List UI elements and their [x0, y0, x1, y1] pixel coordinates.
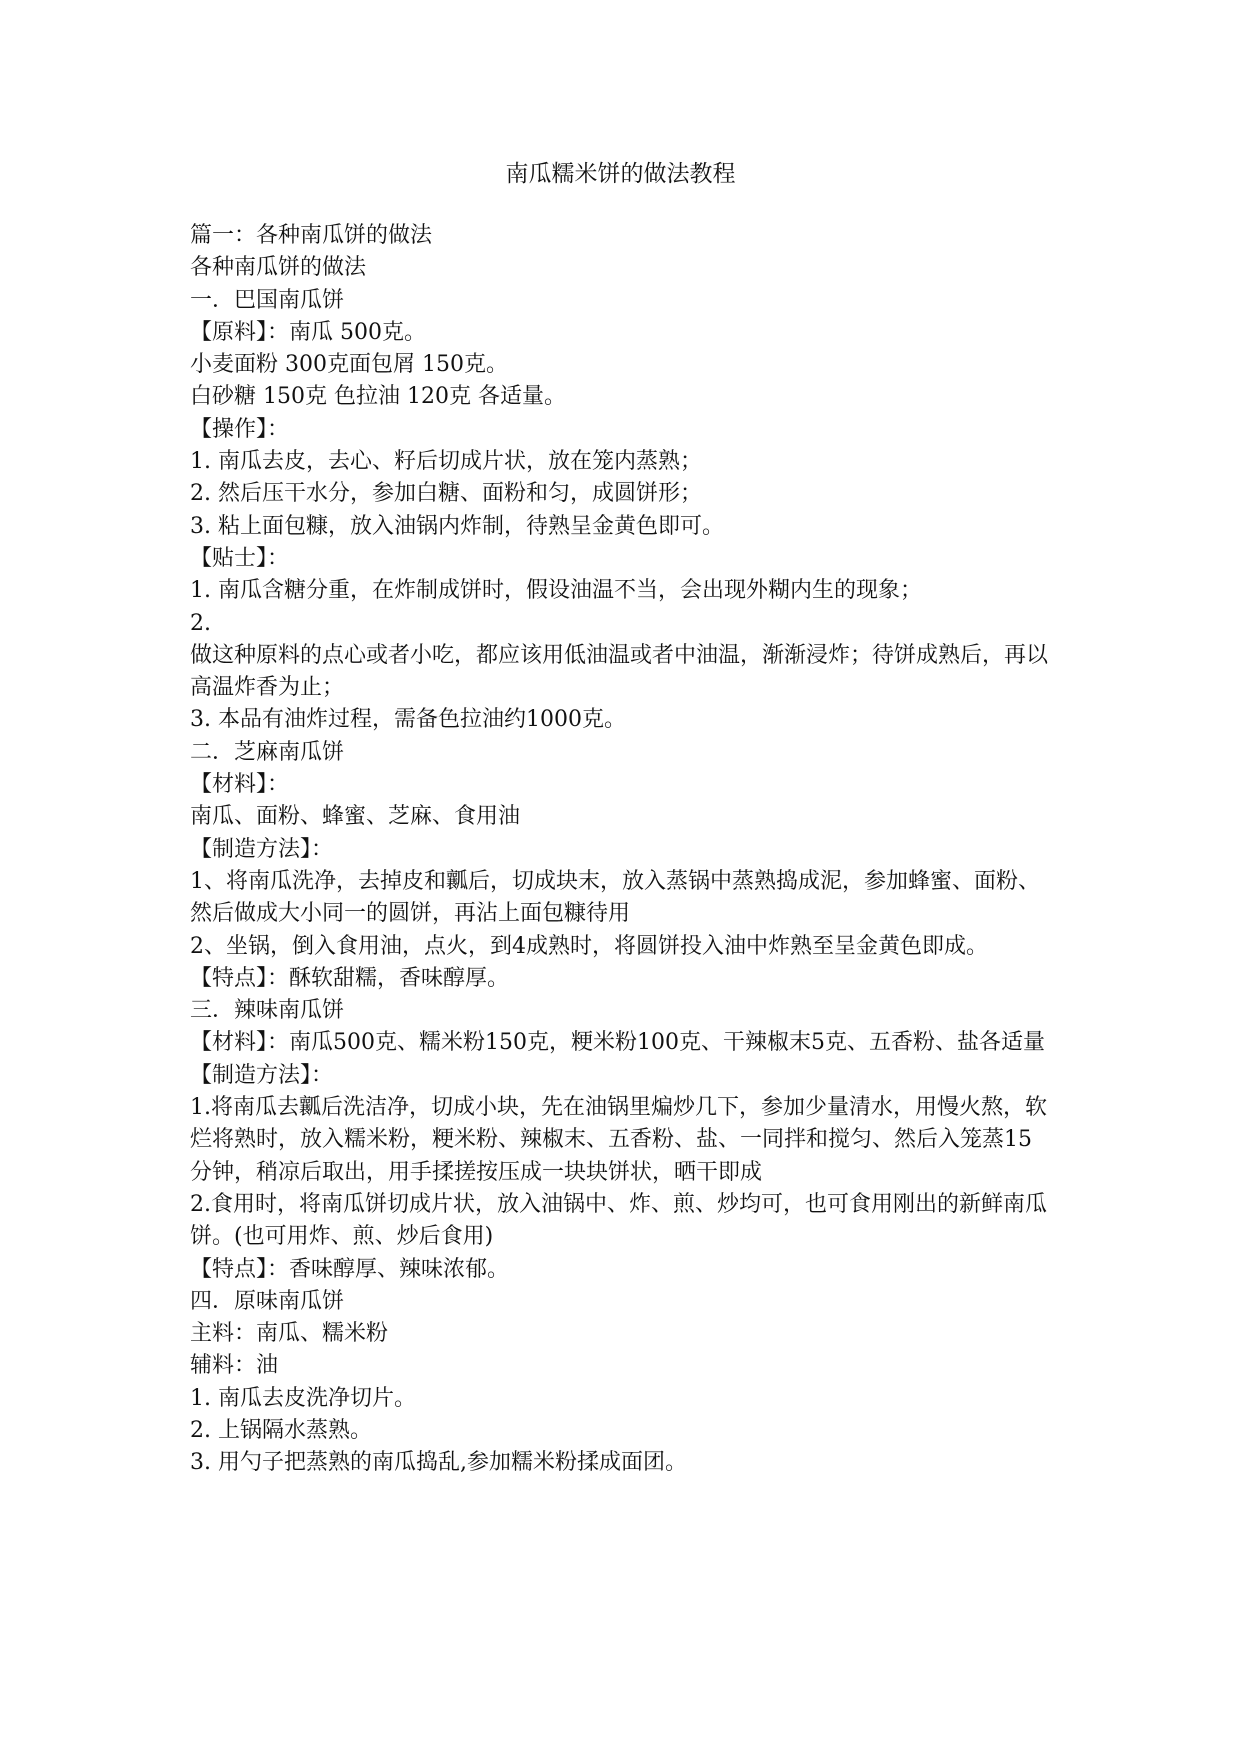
- recipe-heading: 三．辣味南瓜饼: [190, 998, 345, 1024]
- recipe-heading: 一．巴国南瓜饼: [190, 287, 345, 313]
- method-step: 1.将南瓜去瓤后洗洁净，切成小块，先在油锅里煸炒几下，参加少量清水，用慢火熬，软烂将熟时，放入糯米粉，粳米粉、辣椒末、五香粉、盐、一同拌和搅匀、然后入笼蒸15分钟，稍凉后取出，用手揉搓按压成一块块饼状，晒干即成: [190, 1095, 1047, 1185]
- auxiliary-ingredients-line: 辅料：油: [190, 1353, 279, 1379]
- materials-line: 南瓜、面粉、蜂蜜、芝麻、食用油: [190, 804, 521, 830]
- recipe-heading: 二．芝麻南瓜饼: [190, 739, 345, 765]
- tip-line: 3. 本品有油炸过程，需备色拉油约1000克。: [190, 707, 626, 733]
- tips-label: 【贴士】：: [190, 545, 290, 571]
- feature-line: 【特点】：香味醇厚、辣味浓郁。: [190, 1256, 510, 1282]
- recipe-heading: 四．原味南瓜饼: [190, 1288, 345, 1314]
- method-label: 【制造方法】：: [190, 1062, 334, 1088]
- tip-number: 2.: [190, 610, 211, 636]
- step-line: 3. 粘上面包糠，放入油锅内炸制，待熟呈金黄色即可。: [190, 513, 724, 539]
- ingredients-line: 白砂糖 150克 色拉油 120克 各适量。: [190, 384, 566, 410]
- step-line: 2. 上锅隔水蒸熟。: [190, 1417, 372, 1443]
- method-step: 1、将南瓜洗净，去掉皮和瓤后，切成块末，放入蒸锅中蒸熟捣成泥，参加蜂蜜、面粉、然后做成大小同一的圆饼，再沾上面包糠待用: [190, 868, 1040, 927]
- feature-line: 【特点】：酥软甜糯，香味醇厚。: [190, 965, 510, 991]
- step-line: 2. 然后压干水分，参加白糖、面粉和匀，成圆饼形；: [190, 481, 702, 507]
- ingredients-line: 小麦面粉 300克面包屑 150克。: [190, 352, 508, 378]
- tip-line: 做这种原料的点心或者小吃，都应该用低油温或者中油温，渐渐浸炸；待饼成熟后，再以高温炸香为止；: [190, 642, 1049, 701]
- materials-label: 【材料】：: [190, 772, 290, 798]
- ingredients-line: 【原料】：南瓜 500克。: [190, 319, 426, 345]
- main-ingredients-line: 主料：南瓜、糯米粉: [190, 1321, 389, 1347]
- method-step: 2.食用时，将南瓜饼切成片状，放入油锅中、炸、煎、炒均可，也可食用刚出的新鲜南瓜饼。(也可用炸、煎、炒后食用): [190, 1191, 1047, 1250]
- tip-line: 1. 南瓜含糖分重，在炸制成饼时，假设油温不当，会出现外糊内生的现象；: [190, 578, 922, 604]
- method-step: 2、坐锅，倒入食用油，点火，到4成熟时，将圆饼投入油中炸熟至呈金黄色即成。: [190, 933, 988, 959]
- steps-label: 【操作】：: [190, 416, 290, 442]
- step-line: 3. 用勺子把蒸熟的南瓜捣乱,参加糯米粉揉成面团。: [190, 1450, 687, 1476]
- materials-line: 【材料】：南瓜500克、糯米粉150克，粳米粉100克、干辣椒末5克、五香粉、盐各适量: [190, 1030, 1045, 1056]
- document-body: [190, 220, 1050, 1480]
- step-line: 1. 南瓜去皮洗净切片。: [190, 1385, 416, 1411]
- method-label: 【制造方法】：: [190, 836, 334, 862]
- section-subheading: 各种南瓜饼的做法: [190, 255, 367, 281]
- document-title: 南瓜糯米饼的做法教程: [505, 161, 736, 187]
- section-heading: 篇一：各种南瓜饼的做法: [190, 223, 433, 248]
- step-line: 1. 南瓜去皮，去心、籽后切成片状，放在笼内蒸熟；: [190, 449, 702, 475]
